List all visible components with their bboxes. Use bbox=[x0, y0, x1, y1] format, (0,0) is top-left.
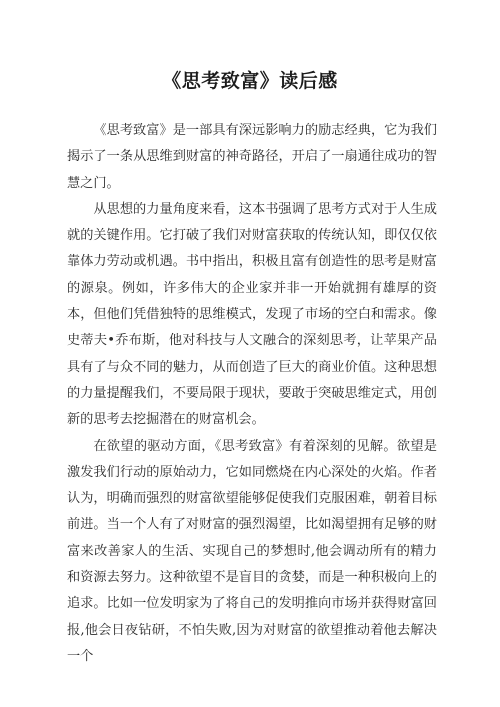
paragraph-power-of-thought: 从思想的力量角度来看，这本书强调了思考方式对于人生成就的关键作用。它打破了我们对财富获取的传统认知，即仅仅依靠体力劳动或机遇。书中指出，积极且富有创造性的思考是财富的源泉。例如，许多伟大的企业家并非一开始就拥有雄厚的资本，但他们凭借独特的思维模式，发现了市场的空白和需求。像史蒂夫•乔布斯，他对科技与人文融合的深刻思考，让苹果产品具有了与众不同的魅力，从而创造了巨大的商业价值。这种思想的力量提醒我们，不要局限于现状，要敢于突破思维定式，用创新的思考去挖掘潜在的财富机会。 bbox=[67, 201, 437, 428]
paragraph-desire: 在欲望的驱动方面，《思考致富》有着深刻的见解。欲望是激发我们行动的原始动力，它如同燃烧在内心深处的火焰。作者认为，明确而强烈的财富欲望能够促使我们克服困难，朝着目标前进。当一个人有了对财富的强烈渴望，比如渴望拥有足够的财富来改善家人的生活、实现自己的梦想时,他会调动所有的精力和资源去努力。这种欲望不是盲目的贪婪，而是一种积极向上的追求。比如一位发明家为了将自己的发明推向市场并获得财富回报,他会日夜钻研，不怕失败,因为对财富的欲望推动着他去解决一个 bbox=[67, 438, 437, 664]
document-body bbox=[67, 118, 437, 670]
paragraph-intro: 《思考致富》是一部具有深远影响力的励志经典，它为我们揭示了一条从思维到财富的神奇路径，开启了一扇通往成功的智慧之门。 bbox=[67, 123, 437, 191]
document-title: 《思考致富》读后感 bbox=[162, 70, 338, 92]
